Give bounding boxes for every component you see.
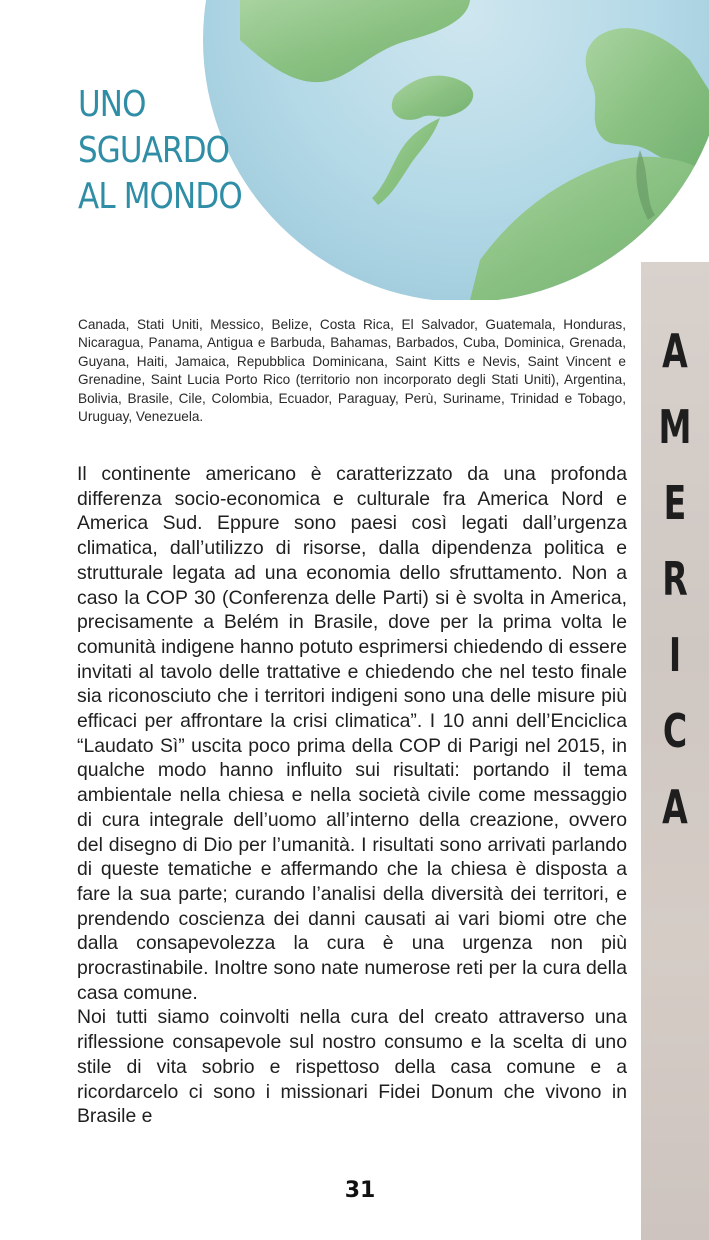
sidebar-letter: R (662, 552, 688, 606)
title-line: SGUARDO (78, 130, 230, 171)
sidebar-letter: C (662, 704, 688, 758)
sidebar-letter: A (662, 324, 688, 378)
sidebar-letter: M (658, 400, 692, 454)
sidebar-strip (641, 262, 709, 1240)
body-paragraph: Noi tutti siamo coinvolti nella cura del creato attraverso una riflessione consapevole sul nostro consumo e la scelta di uno stile di vita sobrio e rispettoso della casa comune e a ricordarcelo ci sono i missionari Fidei Donum che vivono in Brasile e (77, 1006, 627, 1128)
page-number: 31 (344, 1178, 376, 1203)
countries-list: Canada, Stati Uniti, Messico, Belize, Costa Rica, El Salvador, Guatemala, Honduras, Nicaragua, Panama, Antigua e Barbuda, Bahamas, Barbados, Cuba, Dominica, Grenada, Guyana, Haiti, Jamaica, Repubblica Dominicana, Saint Kitts e Nevis, Saint Vincent e Grenadine, Saint Lucia Porto Rico (territorio non incorporato degli Stati Uniti), Argentina, Bolivia, Brasile, Cile, Colombia, Ecuador, Paraguay, Perù, Suriname, Trinidad e Tobago, Uruguay, Venezuela. (78, 317, 626, 425)
title-line: UNO (78, 84, 146, 125)
article-body (77, 462, 627, 1129)
body-paragraph: Il continente americano è caratterizzato da una profonda differenza socio-economica e culturale fra America Nord e America Sud. Eppure sono paesi così legati dall’urgenza climatica, dall’utilizzo di risorse, dalla dipendenza politica e strutturale legata ad una economia dello sfruttamento. Non a caso la COP 30 (Conferenza delle Parti) si è svolta in America, precisamente a Belém in Brasile, dove per la prima volta le comunità indigene hanno potuto esprimersi chiedendo di essere invitati al tavolo delle trattative e chiedendo che nel testo finale sia riconosciuto che i territori indigeni sono una delle misure più efficaci per affrontare la crisi climatica”. I 10 anni dell’Enciclica “Laudato Sì” uscita poco prima della COP di Parigi nel 2015, in qualche modo hanno influito sui risultati: portando il tema ambientale nella chiesa e nella società civile come messaggio di cura integrale dell’uomo all’interno della creazione, ovvero del disegno di Dio per l’umanità. I risultati sono arrivati parlando di queste tematiche e affermando che la chiesa è disposta a fare la sua parte; curando l’analisi della diversità dei territori, e prendendo coscienza dei danni causati ai vari biomi otre che dalla consapevolezza la cura è una urgenza non più procrastinabile. Inoltre sono nate numerose reti per la cura della casa comune. (77, 463, 627, 1004)
sidebar-letter: I (668, 628, 682, 682)
sidebar-letter: E (663, 476, 687, 530)
page-title (78, 82, 242, 220)
title-line: AL MONDO (78, 176, 242, 217)
sidebar-letter: A (662, 780, 688, 834)
